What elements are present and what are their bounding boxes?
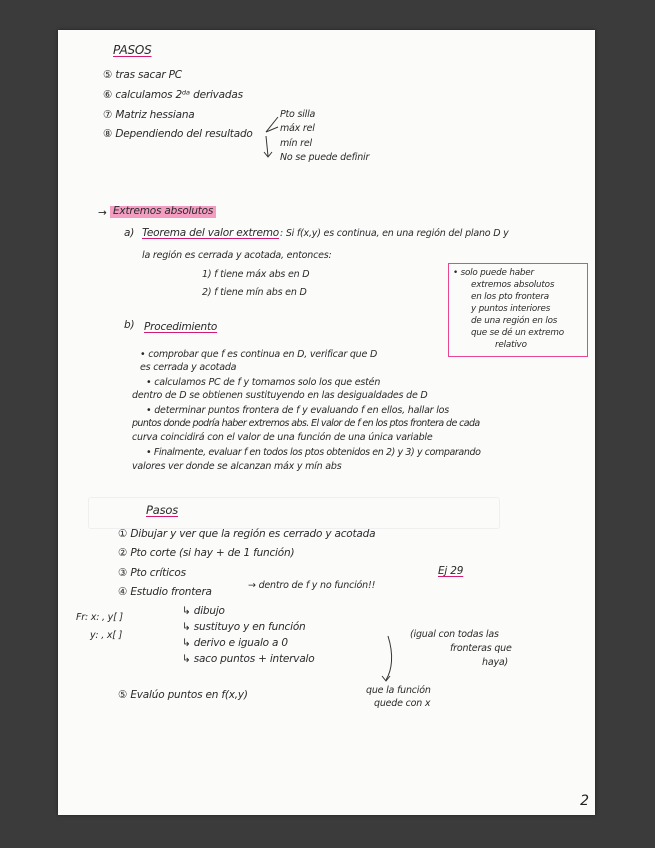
note-line: • solo puede haber: [453, 268, 534, 278]
note-line: de una región en los: [471, 316, 558, 326]
note-line: relativo: [495, 340, 527, 350]
procedure-line: • comprobar que f es continua en D, verificar que D: [140, 349, 378, 360]
pasos-step-4: ④ Estudio frontera: [118, 586, 212, 598]
bracket-note: fronteras que: [450, 643, 512, 654]
function-note: quede con x: [374, 698, 431, 709]
frontera-note: → dentro de f y no función!!: [248, 580, 376, 591]
procedure-line: valores ver donde se alcanzan máx y mín abs: [132, 461, 342, 472]
step-5: ⑤ tras sacar PC: [103, 69, 182, 81]
note-line: en los pto frontera: [471, 292, 549, 302]
note-line: y puntos interiores: [471, 304, 551, 314]
frontier-label-x: Fr: x: , y[ ]: [76, 612, 123, 623]
step-8: ⑧ Dependiendo del resultado: [103, 128, 253, 140]
pasos-step-3: ③ Pto críticos: [118, 567, 186, 579]
note-line: extremos absolutos: [471, 280, 555, 290]
substep: ↳ dibujo: [182, 605, 225, 617]
pasos-header: Pasos: [146, 503, 179, 517]
header-pasos: PASOS: [113, 43, 152, 57]
result-undefined: No se puede definir: [280, 152, 370, 163]
step-7: ⑦ Matriz hessiana: [103, 109, 195, 121]
page-number: 2: [580, 793, 589, 809]
procedure-line: dentro de D se obtienen sustituyendo en las desigualdades de D: [132, 390, 428, 401]
substep: ↳ derivo e igualo a 0: [182, 637, 288, 649]
procedure-line: curva coincidirá con el valor de una función de una única variable: [132, 432, 433, 443]
theorem-item-2: 2) f tiene mín abs en D: [202, 287, 307, 298]
procedure-title: Procedimiento: [144, 321, 218, 333]
last-step: ⑤ Evalúo puntos en f(x,y): [118, 689, 248, 701]
theorem-text-1: : Si f(x,y) es continua, en una región del plano D y: [280, 228, 509, 239]
bracket-note: haya): [482, 657, 508, 668]
procedure-line: • calculamos PC de f y tomamos solo los que estén: [146, 377, 381, 388]
function-note: que la función: [366, 685, 431, 696]
note-box: [448, 263, 588, 357]
section-arrow: →: [98, 207, 107, 219]
section-title: Extremos absolutos: [110, 206, 216, 218]
theorem-letter: a): [124, 227, 135, 239]
result-saddle: Pto silla: [280, 109, 316, 120]
example-label: Ej 29: [438, 565, 464, 577]
substep: ↳ saco puntos + intervalo: [182, 653, 315, 665]
result-min: mín rel: [280, 138, 312, 149]
theorem-item-1: 1) f tiene máx abs en D: [202, 269, 310, 280]
pasos-step-2: ② Pto corte (si hay + de 1 función): [118, 547, 295, 559]
procedure-line: puntos donde podría haber extremos abs. El valor de f en los ptos frontera de cada: [132, 418, 480, 429]
substep: ↳ sustituyo y en función: [182, 621, 306, 633]
notebook-page: [58, 30, 595, 815]
procedure-letter: b): [124, 319, 135, 331]
procedure-line: es cerrada y acotada: [140, 362, 237, 373]
bracket-note: (igual con todas las: [410, 629, 499, 640]
theorem-title: Teorema del valor extremo: [142, 227, 280, 239]
procedure-line: • determinar puntos frontera de f y evaluando f en ellos, hallar los: [146, 405, 450, 416]
frontier-label-y: y: , x[ ]: [90, 630, 123, 641]
step-6: ⑥ calculamos 2ᵈᵃ derivadas: [103, 89, 243, 101]
theorem-text-2: la región es cerrada y acotada, entonces:: [142, 250, 332, 261]
procedure-line: • Finalmente, evaluar f en todos los ptos obtenidos en 2) y 3) y comparando: [146, 447, 481, 458]
result-max: máx rel: [280, 123, 315, 134]
note-line: que se dé un extremo: [471, 328, 564, 338]
pasos-step-1: ① Dibujar y ver que la región es cerrado y acotada: [118, 528, 376, 540]
